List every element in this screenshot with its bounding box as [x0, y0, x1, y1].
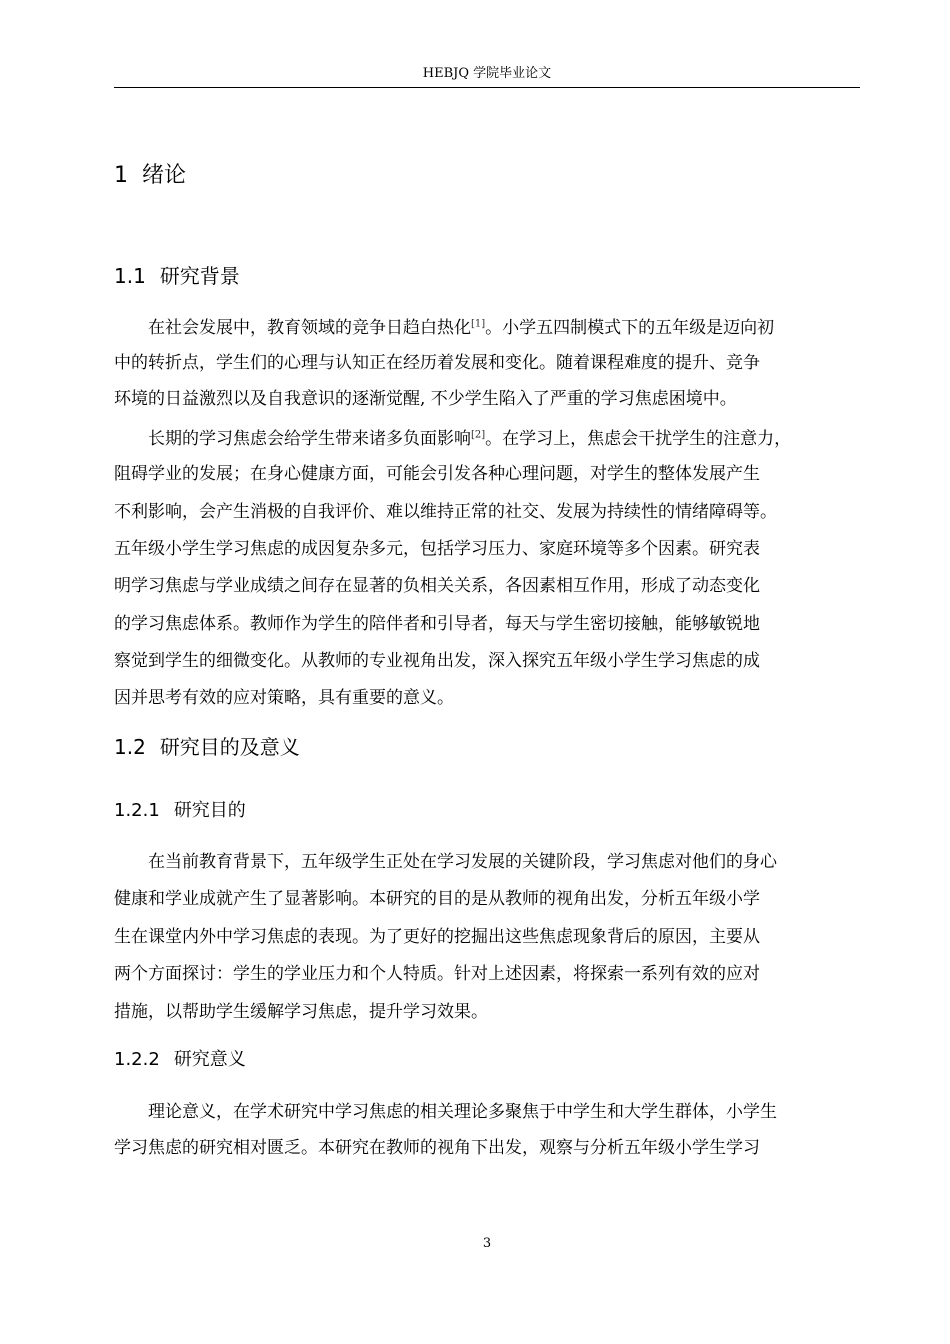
- page-number: 3: [482, 1236, 492, 1251]
- paragraph-line: 阻碍学业的发展；在身心健康方面，可能会引发各种心理问题，对学生的整体发展产生: [114, 464, 760, 484]
- paragraph-line: 明学习焦虑与学业成绩之间存在显著的负相关关系，各因素相互作用，形成了动态变化: [114, 576, 760, 596]
- citation-ref: [2]: [471, 429, 486, 441]
- paragraph-line: 理论意义，在学术研究中学习焦虑的相关理论多聚焦于中学生和大学生群体，小学生: [148, 1102, 777, 1122]
- text-run: 。小学五四制模式下的五年级是迈向初: [485, 318, 775, 338]
- paragraph-line: 在当前教育背景下，五年级学生正处在学习发展的关键阶段，学习焦虑对他们的身心: [148, 852, 777, 872]
- section-heading-1-1: [114, 263, 240, 289]
- chapter-heading: [114, 162, 186, 190]
- text-run: 。在学习上，焦虑会干扰学生的注意力，: [485, 429, 792, 449]
- subsection-heading-1-2-1: [114, 799, 246, 823]
- paragraph-line: 措施，以帮助学生缓解学习焦虑，提升学习效果。: [114, 1002, 488, 1022]
- subsection-number: 1.2.1: [114, 800, 160, 821]
- paragraph-line: 因并思考有效的应对策略，具有重要的意义。: [114, 688, 454, 708]
- paragraph-line: 不利影响，会产生消极的自我评价、难以维持正常的社交、发展为持续性的情绪障碍等。: [114, 502, 777, 522]
- section-heading-1-2: [114, 734, 300, 760]
- paragraph-line: 学习焦虑的研究相对匮乏。本研究在教师的视角下出发，观察与分析五年级小学生学习: [114, 1138, 760, 1158]
- subsection-number: 1.2.2: [114, 1049, 160, 1070]
- paragraph-line: 健康和学业成就产生了显著影响。本研究的目的是从教师的视角出发，分析五年级小学: [114, 889, 760, 909]
- chapter-number: 1: [114, 163, 128, 188]
- paragraph-line: 的学习焦虑体系。教师作为学生的陪伴者和引导者，每天与学生密切接触，能够敏锐地: [114, 614, 760, 634]
- section-number: 1.1: [114, 264, 146, 288]
- section-title: 研究背景: [159, 264, 240, 288]
- subsection-title: 研究意义: [173, 1049, 246, 1070]
- chapter-title: 绪论: [142, 163, 187, 188]
- section-title: 研究目的及意义: [159, 735, 300, 759]
- paragraph-line: 察觉到学生的细微变化。从教师的专业视角出发，深入探究五年级小学生学习焦虑的成: [114, 651, 760, 671]
- paragraph-line: 生在课堂内外中学习焦虑的表现。为了更好的挖掘出这些焦虑现象背后的原因，主要从: [114, 927, 760, 947]
- paragraph-line: [148, 427, 860, 451]
- subsection-heading-1-2-2: [114, 1048, 246, 1072]
- subsection-title: 研究目的: [173, 800, 246, 821]
- header-rule: [114, 87, 860, 88]
- paragraph-line: 两个方面探讨：学生的学业压力和个人特质。针对上述因素，将探索一系列有效的应对: [114, 964, 760, 984]
- paragraph-line: 中的转折点，学生们的心理与认知正在经历着发展和变化。随着课程难度的提升、竞争: [114, 353, 760, 373]
- text-run: 长期的学习焦虑会给学生带来诸多负面影响: [148, 429, 471, 449]
- text-run: 在社会发展中，教育领域的竞争日趋白热化: [148, 318, 471, 338]
- paragraph-line: 环境的日益激烈以及自我意识的逐渐觉醒, 不少学生陷入了严重的学习焦虑困境中。: [114, 389, 737, 409]
- paragraph-line: 五年级小学生学习焦虑的成因复杂多元，包括学习压力、家庭环境等多个因素。研究表: [114, 539, 760, 559]
- page-header: HEBJQ 学院毕业论文: [422, 66, 552, 81]
- section-number: 1.2: [114, 735, 146, 759]
- citation-ref: [1]: [471, 318, 486, 330]
- paragraph-line: [148, 316, 860, 340]
